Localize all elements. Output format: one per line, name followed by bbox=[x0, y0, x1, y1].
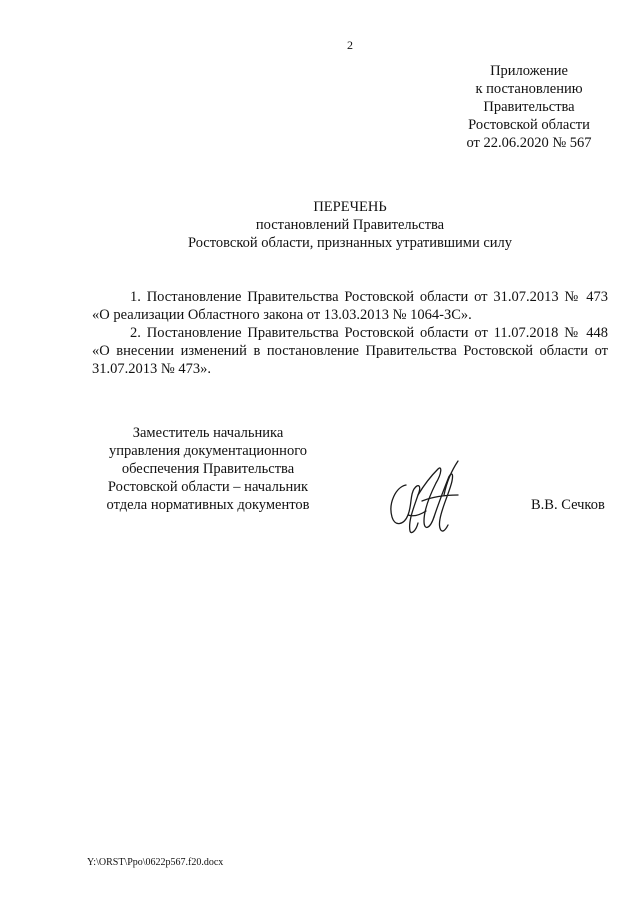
appendix-line: Приложение bbox=[490, 63, 568, 79]
appendix-header bbox=[430, 62, 628, 152]
list-item: 1. Постановление Правительства Ростовской области от 31.07.2013 № 473 «О реализации Областного закона от 13.03.2013 № 1064-ЗС». bbox=[92, 289, 608, 323]
repealed-acts-list bbox=[92, 288, 608, 378]
title-line: Ростовской области, признанных утратившими силу bbox=[187, 235, 513, 251]
appendix-line: Правительства bbox=[483, 99, 575, 115]
title-heading: ПЕРЕЧЕНЬ bbox=[313, 199, 387, 215]
file-path: Y:\ORST\Ppo\0622p567.f20.docx bbox=[87, 857, 224, 868]
page-number: 2 bbox=[347, 38, 353, 52]
signer-position-line: Ростовской области – начальник bbox=[107, 479, 309, 495]
signer-name: В.В. Сечков bbox=[531, 497, 605, 513]
signature-icon bbox=[378, 455, 470, 545]
list-item: 2. Постановление Правительства Ростовской области от 11.07.2018 № 448 «О внесении изменений в постановление Правительства Ростовской области от 31.07.2013 № 473». bbox=[92, 325, 608, 377]
appendix-line: от 22.06.2020 № 567 bbox=[466, 135, 592, 151]
signer-position bbox=[88, 424, 328, 514]
signer-position-line: управления документационного bbox=[108, 443, 308, 459]
signer-position-line: обеспечения Правительства bbox=[121, 461, 295, 477]
title-line: постановлений Правительства bbox=[255, 217, 445, 233]
document-title bbox=[0, 198, 640, 252]
appendix-line: Ростовской области bbox=[468, 117, 590, 133]
signer-position-line: отдела нормативных документов bbox=[106, 497, 310, 513]
appendix-line: к постановлению bbox=[475, 81, 583, 97]
signer-position-line: Заместитель начальника bbox=[132, 425, 284, 441]
